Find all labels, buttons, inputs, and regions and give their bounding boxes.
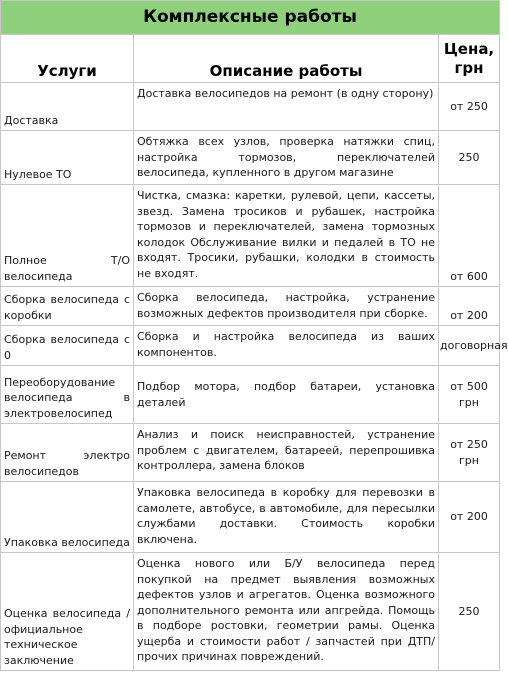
- table-row: [1, 185, 500, 287]
- service-price: от 600: [439, 185, 500, 287]
- service-description: Сборка велосипеда, настройка, устранение возможных дефектов производителя при сборке.: [134, 287, 439, 326]
- service-description: Чистка, смазка: каретки, рулевой, цепи, кассеты, звезд. Замена тросиков и рубашек, настройка тормозов и переключателей, замена тормозных колодок Обслуживание вилки и педалей в ТО не входят. Тросики, рубашки, колодки в стоимость не входят.: [134, 185, 439, 287]
- service-name: Оценка велосипеда / официальное техническое заключение: [1, 553, 134, 671]
- table-row: [1, 131, 500, 185]
- column-header-service: Услуги: [1, 35, 134, 83]
- header-row: [1, 35, 500, 83]
- service-name: Упаковка велосипеда: [1, 482, 134, 553]
- service-description: Упаковка велосипеда в коробку для перевозки в самолете, автобусе, в автомобиле, для пересылки службами доставки. Стоимость коробки включена.: [134, 482, 439, 553]
- service-description: Подбор мотора, подбор батареи, установка деталей: [134, 366, 439, 424]
- service-name: Переоборудование велосипеда в электровелосипед: [1, 366, 134, 424]
- service-description: Анализ и поиск неисправностей, устранение проблем с двигателем, батареей, перепрошивка контроллера, замена блоков: [134, 424, 439, 482]
- table-row: [1, 424, 500, 482]
- table-title: Комплексные работы: [1, 1, 500, 35]
- service-name: Нулевое ТО: [1, 131, 134, 185]
- table-row: [1, 326, 500, 366]
- service-description: Обтяжка всех узлов, проверка натяжки спиц, настройка тормозов, переключателей велосипеда, купленного в другом магазине: [134, 131, 439, 185]
- service-price: от 250 грн: [439, 424, 500, 482]
- service-description: Доставка велосипедов на ремонт (в одну сторону): [134, 83, 439, 131]
- service-name: Сборка велосипеда с 0: [1, 326, 134, 366]
- table-row: [1, 287, 500, 326]
- service-price: 250: [439, 553, 500, 671]
- service-name: Доставка: [1, 83, 134, 131]
- service-name: Сборка велосипеда с коробки: [1, 287, 134, 326]
- service-price: от 200: [439, 482, 500, 553]
- table-row: [1, 83, 500, 131]
- service-price: от 250: [439, 83, 500, 131]
- column-header-description: Описание работы: [134, 35, 439, 83]
- service-price: 250: [439, 131, 500, 185]
- table-row: [1, 482, 500, 553]
- service-name: Полное Т/О велосипеда: [1, 185, 134, 287]
- column-header-price: Цена, грн: [439, 35, 500, 83]
- service-price: от 500 грн: [439, 366, 500, 424]
- table-row: [1, 553, 500, 671]
- service-name: Ремонт электро велосипедов: [1, 424, 134, 482]
- service-price: от 200: [439, 287, 500, 326]
- table-row: [1, 366, 500, 424]
- service-description: Оценка нового или Б/У велосипеда перед покупкой на предмет выявления возможных дефектов узлов и агрегатов. Оценка возможного дополнительного ремонта или апгрейда. Помощь в подборе ростовки, геометрии рамы. Оценка ущерба и стоимости работ / запчастей при ДТП/прочих причинах повреждений.: [134, 553, 439, 671]
- service-price: договорная: [439, 326, 500, 366]
- service-description: Сборка и настройка велосипеда из ваших компонентов.: [134, 326, 439, 366]
- table-title-row: [1, 1, 500, 35]
